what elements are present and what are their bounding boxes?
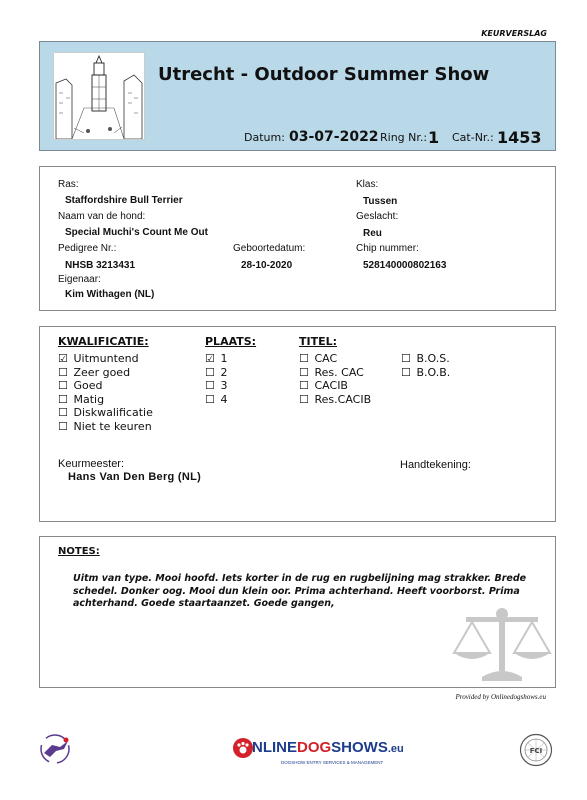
titel-checkbox: ☐ [299,379,309,392]
pedigree-value: NHSB 3213431 [65,260,136,271]
plaats-checkbox: ☐ [205,392,215,406]
kwalificatie-option [58,420,153,434]
plaats-option [205,393,228,407]
kwalificatie-option-label: Uitmuntend [73,352,139,365]
plaats-option [205,352,228,366]
titel-option-label: B.O.B. [416,365,451,379]
kwalificatie-option-label: Matig [73,392,105,406]
onlinedogshows-logo [233,738,404,770]
titel-option [299,393,371,407]
kwalificatie-checkbox: ☑ [58,352,68,365]
eigenaar-label: Eigenaar: [58,274,101,285]
kwalificatie-checkbox: ☐ [58,419,68,433]
kwalificatie-checkbox: ☐ [58,379,68,392]
titel-checkbox: ☐ [299,365,309,379]
logo-text-shows: SHOWS [331,739,388,756]
kwalificatie-option [58,366,153,380]
notes-heading: NOTES: [58,546,100,557]
chip-label: Chip nummer: [356,243,419,254]
ras-label: Ras: [58,179,79,190]
show-title: Utrecht - Outdoor Summer Show [158,64,490,85]
report-type-label: KEURVERSLAG [481,29,547,38]
keurmeester-label: Keurmeester: [58,458,125,470]
fci-logo [519,733,553,771]
logo-text-eu: .eu [387,743,404,755]
geslacht-label: Geslacht: [356,211,399,222]
plaats-option-label: 1 [220,352,228,365]
kwalificatie-option-label: Diskwalificatie [73,406,153,419]
titel-option [299,379,371,393]
kwalificatie-checkbox: ☐ [58,406,68,419]
titel-option-label: Res.CACIB [314,392,372,406]
titel-checkbox: ☐ [401,365,411,379]
titel-option-label: B.O.S. [416,352,450,365]
cat-label: Cat-Nr.: [452,131,494,144]
geboortedatum-value: 28-10-2020 [241,260,293,271]
ras-value: Staffordshire Bull Terrier [65,195,183,206]
kwalificatie-option-label: Zeer goed [73,365,131,379]
kwalificatie-option [58,352,153,366]
fci-text: FCI [529,747,543,755]
titel-option [299,366,371,380]
kwalificatie-options [58,352,153,433]
eigenaar-value: Kim Withagen (NL) [65,289,155,300]
ring-label: Ring Nr.: [380,131,428,144]
paw-icon [233,738,253,758]
plaats-checkbox: ☐ [205,365,215,379]
naam-value: Special Muchi's Count Me Out [65,227,208,238]
kwalificatie-option [58,379,153,393]
titel-option [401,352,450,366]
provided-by-text: Provided by Onlinedogshows.eu [455,693,546,701]
plaats-option [205,379,228,393]
titel-option [299,352,371,366]
utrecht-dom-tower-sketch [53,52,145,140]
plaats-option-label: 4 [220,392,228,406]
notes-text: Uitm van type. Mooi hoofd. Iets korter in de rug en rugbelijning mag strakker. Brede schedel. Donker oog. Mooi dun klein oor. Prima achterhand. Heeft voorborst. Prima achterhand. Goede staartaanzet. Goede gangen, [73,573,527,609]
pedigree-label: Pedigree Nr.: [58,243,117,254]
titel-checkbox: ☐ [299,352,309,365]
geslacht-value: Reu [363,228,382,239]
titel-options [299,352,371,406]
kwalificatie-option [58,393,153,407]
titel-checkbox: ☐ [401,352,411,365]
plaats-option [205,366,228,380]
kwalificatie-checkbox: ☐ [58,392,68,406]
plaats-heading: PLAATS: [205,335,257,348]
logo-text-o: NLINE [252,739,297,756]
scales-watermark-icon [452,607,552,689]
klas-value: Tussen [363,196,398,207]
plaats-options [205,352,228,406]
logo-text-dog: DOG [297,739,332,756]
notes-box [39,536,556,688]
kwalificatie-option [58,406,153,420]
cat-value: 1453 [497,128,542,147]
plaats-checkbox: ☐ [205,379,215,392]
keurmeester-value: Hans Van Den Berg (NL) [68,471,202,483]
datum-label: Datum: [244,131,285,144]
titel-option-label: CACIB [314,379,348,392]
geboortedatum-label: Geboortedatum: [233,243,306,254]
naam-label: Naam van de hond: [58,211,146,222]
titel-option-label: Res. CAC [314,365,364,379]
chip-value: 528140000802163 [363,260,447,271]
judging-box [39,326,556,522]
klas-label: Klas: [356,179,379,190]
handtekening-label: Handtekening: [400,459,471,471]
titel-option [401,366,450,380]
show-header [39,41,556,151]
titel-options-2 [401,352,450,379]
agility-dog-logo [38,733,74,771]
dog-info-box [39,166,556,311]
plaats-option-label: 3 [220,379,228,392]
plaats-option-label: 2 [220,365,228,379]
titel-option-label: CAC [314,352,338,365]
titel-heading: TITEL: [299,335,338,348]
logo-subtitle: DOGSHOW ENTRY SERVICES & MANAGEMENT [281,760,384,765]
kwalificatie-option-label: Goed [73,379,103,392]
datum-value: 03-07-2022 [289,129,379,145]
ring-value: 1 [428,128,440,147]
titel-checkbox: ☐ [299,392,309,406]
kwalificatie-option-label: Niet te keuren [73,419,152,433]
kwalificatie-heading: KWALIFICATIE: [58,335,149,348]
plaats-checkbox: ☑ [205,352,215,365]
kwalificatie-checkbox: ☐ [58,365,68,379]
